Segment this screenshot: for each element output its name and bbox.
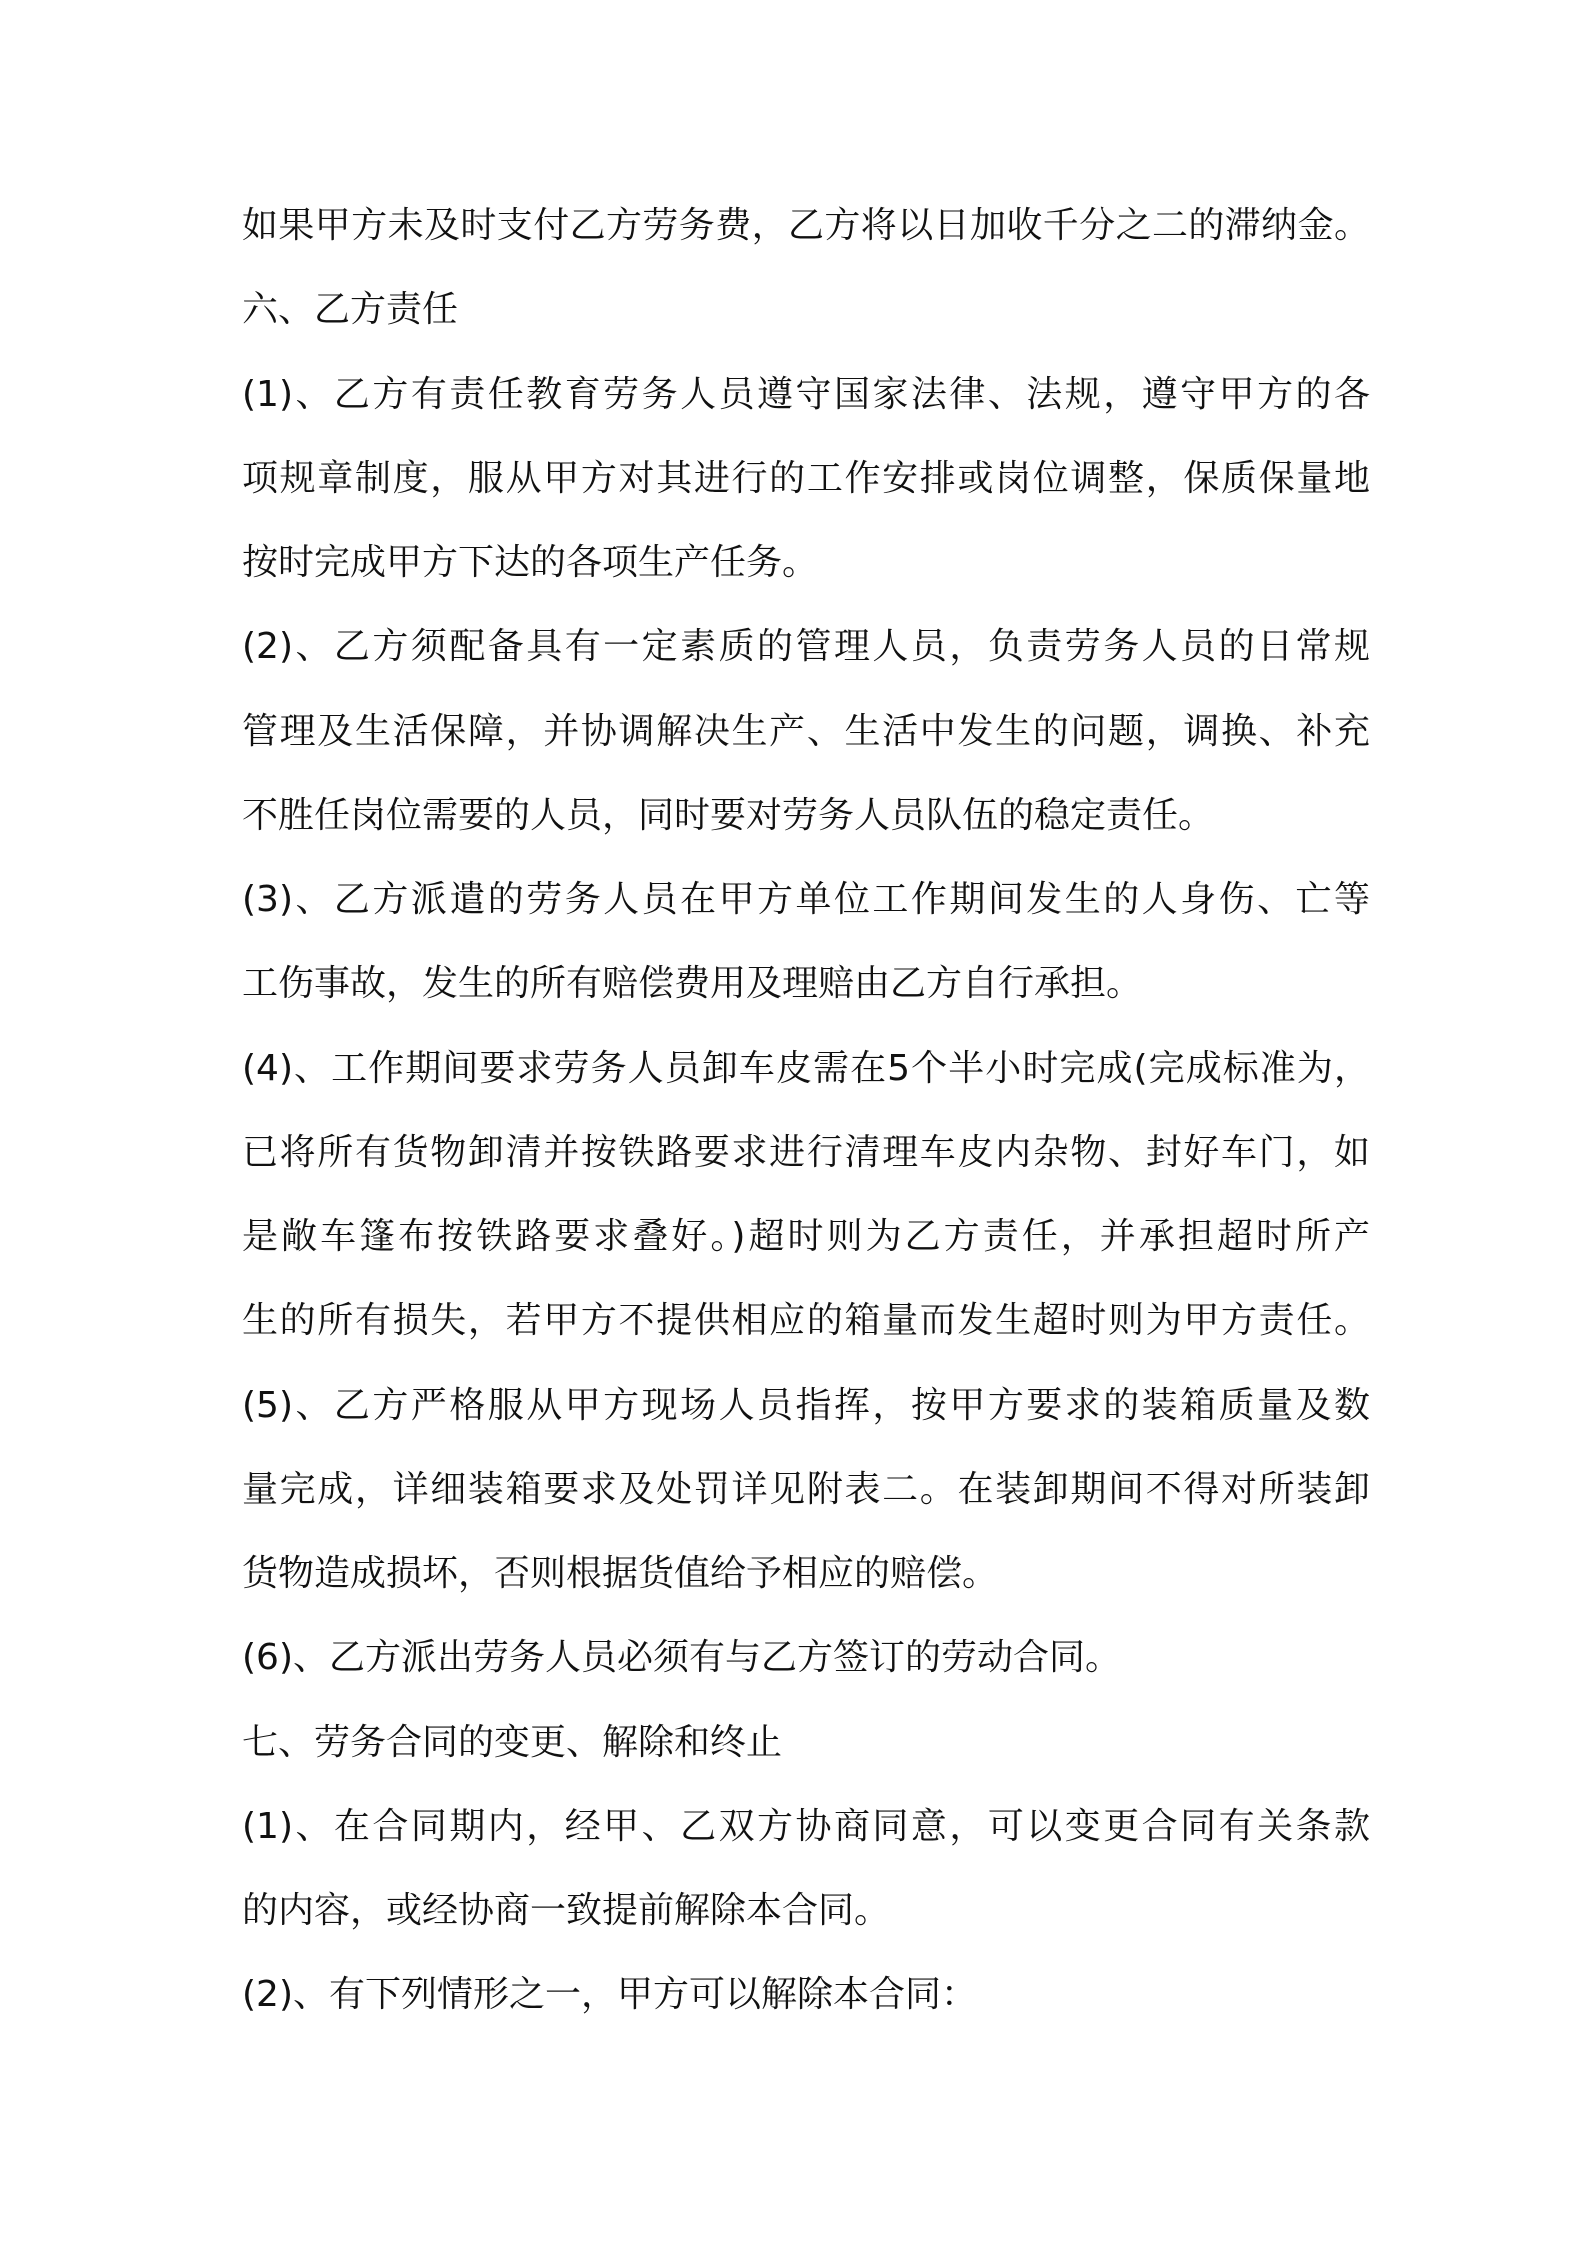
text-line: 工伤事故，发生的所有赔偿费用及理赔由乙方自行承担。 <box>242 963 1143 1005</box>
text-line: (4)、工作期间要求劳务人员卸车皮需在5个半小时完成(完成标准为， <box>242 1047 1370 1089</box>
text-line: (5)、乙方严格服从甲方现场人员指挥，按甲方要求的装箱质量及数 <box>242 1384 1370 1426</box>
text-line: (6)、乙方派出劳务人员必须有与乙方签订的劳动合同。 <box>242 1637 1121 1679</box>
text-line: (3)、乙方派遣的劳务人员在甲方单位工作期间发生的人身伤、亡等 <box>242 879 1370 920</box>
section-heading: 六、乙方责任 <box>242 289 459 331</box>
text-line: 如果甲方未及时支付乙方劳务费，乙方将以日加收千分之二的滞纳金。 <box>242 205 1370 246</box>
text-line: 项规章制度，服从甲方对其进行的工作安排或岗位调整，保质保量地 <box>242 457 1370 499</box>
text-line: (1)、在合同期内，经甲、乙双方协商同意，可以变更合同有关条款 <box>242 1805 1370 1847</box>
clause-7-2 <box>242 1953 1370 2037</box>
clause-6-3 <box>242 858 1370 1027</box>
text-line: (1)、乙方有责任教育劳务人员遵守国家法律、法规，遵守甲方的各 <box>242 373 1370 415</box>
text-line: 货物造成损坏，否则根据货值给予相应的赔偿。 <box>242 1553 999 1594</box>
text-line: 是敞车篷布按铁路要求叠好。)超时则为乙方责任，并承担超时所产 <box>242 1216 1370 1257</box>
clause-6-5 <box>242 1364 1370 1617</box>
section-heading: 七、劳务合同的变更、解除和终止 <box>242 1721 783 1763</box>
clause-6-6 <box>242 1616 1370 1700</box>
clause-6-2 <box>242 605 1370 858</box>
document-body <box>242 184 1370 2038</box>
section-heading-6 <box>242 268 1370 352</box>
text-line: 的内容，或经协商一致提前解除本合同。 <box>242 1890 891 1931</box>
text-line: 已将所有货物卸清并按铁路要求进行清理车皮内杂物、封好车门，如 <box>242 1131 1370 1173</box>
text-line: (2)、乙方须配备具有一定素质的管理人员，负责劳务人员的日常规 <box>242 626 1370 668</box>
text-line: 不胜任岗位需要的人员，同时要对劳务人员队伍的稳定责任。 <box>242 794 1215 836</box>
clause-6-4 <box>242 1027 1370 1364</box>
text-line: 按时完成甲方下达的各项生产任务。 <box>242 542 819 583</box>
text-line: 生的所有损失，若甲方不提供相应的箱量而发生超时则为甲方责任。 <box>242 1300 1370 1342</box>
text-line: 量完成，详细装箱要求及处罚详见附表二。在装卸期间不得对所装卸 <box>242 1468 1370 1510</box>
paragraph-late-fee <box>242 184 1370 268</box>
clause-7-1 <box>242 1785 1370 1954</box>
text-line: (2)、有下列情形之一，甲方可以解除本合同： <box>242 1974 977 2016</box>
clause-6-1 <box>242 353 1370 606</box>
section-heading-7 <box>242 1701 1370 1785</box>
text-line: 管理及生活保障，并协调解决生产、生活中发生的问题，调换、补充 <box>242 710 1370 752</box>
